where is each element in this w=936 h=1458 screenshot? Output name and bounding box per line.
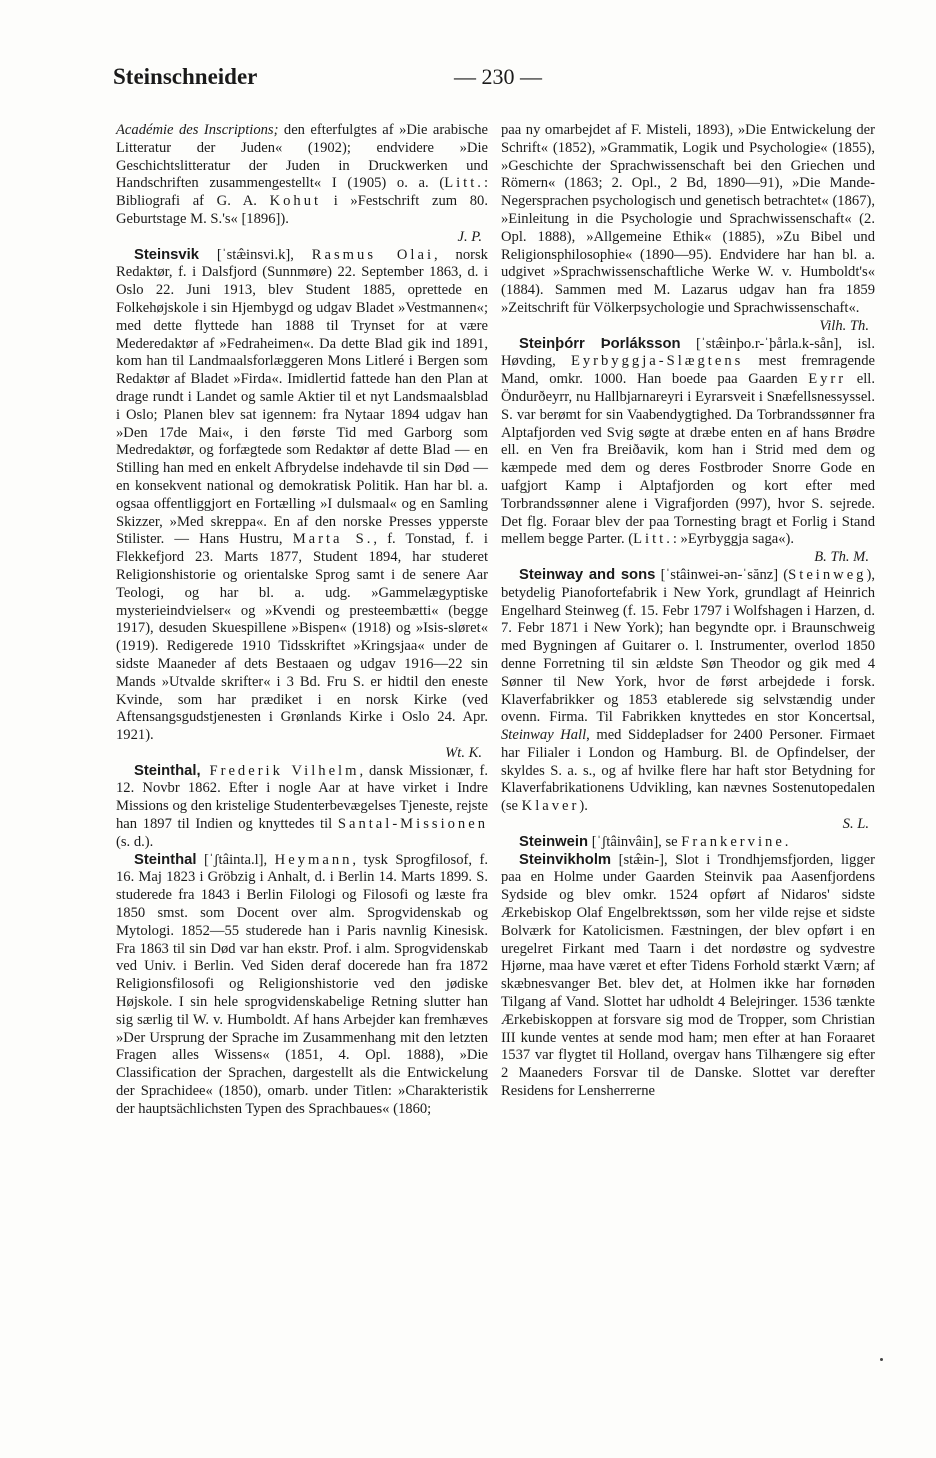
headword: Steinwein [519,833,589,850]
cross-reference: Klaver [521,798,580,815]
spaced-name: Kohut [269,193,322,210]
entry-text: ), betydelig Pianofortefabrik i New York, grundlagt af Heinrich Engelhard Steinweg (f. 15. Febr 1797 i Wolfshagen i Harzen, d. 7. Febr 1871 i New York); han begyndte opr. i Braunschweig med Bygningen af Guitarer o. l. Instrumenter, overlod 1850 denne Forretning til sin ældste Søn Theodor og gik med 4 Sønner til New York, hvor de først arbejdede i forsk. Klaverfabrikker og 1853 etablerede sig selvstændig under ovenn. Firma. Til Fabrikken knyttedes en stor Koncertsal, [501,566,875,726]
entry-steinsvik [116,247,488,745]
entry-text: [stæ̂in-], Slot i Trondhjemsfjorden, ligger paa en Holme under Gaarden Steinvik paa Aasenfjordens Sydside og blev omkr. 1524 opført af Nidaros' sidste Ærkebiskop Olaf Engelbrektssøn, som her vilde rejse et sidste Bolværk for Katolicismen. Fæstningen, der blev opført i en uregelret Firkant med Taarn i det nordøstre og sydvestre Hjørne, maa have været et efter Tidens Forhold stærkt Værn; af skæbnesvanger Bet. blev det, at Holmen ikke har fornøden Tilgang af Vand. Slottet har udholdt 4 Belejringer. 1536 tænkte Ærkebiskoppen at forsvare sig mod de Tropper, som Christian III kunde ventes at sende mod ham; men efter at han Foraaret 1537 var flygtet til Holland, overgav hans Tilhængere sig efter 2 Maaneders Forsvar til de Danske. Slottet var derefter Residens for Lensherrerne [501,851,875,1100]
entry-text: : »Eyrbyggja saga«). [672,531,795,548]
author-signature: Wt. K. [445,744,482,761]
entry-steinvikholm [501,852,875,1101]
entry-text: mest fremragende Mand, omkr. 1000. Han boede paa Gaarden [501,353,876,388]
spaced-name: Marta S. [292,531,374,548]
entry-text: , norsk Redaktør, f. i Dalsfjord (Sunnmøre) 22. September 1863, d. i Oslo 22. Juni 1913, blev Student 1885, oprettede en Folkehøjskole i sin Hjembygd og udgav Bladet »Vestmannen«; med dette flyttede han 1888 til Trynset for at være Mederedaktør af »Fedraheimen«. Da dette Blad gik ind 1891, kom han til Landmaalsforlæggeren Mons Litleré i Bergen som Redaktør af Bladet »Firda«. Imidlertid fattede han den Plan at drage rundt i Landet og samle Aktier til et nyt Landsmaalsblad i Oslo; Planen blev sat igennem: fra Nytaar 1894 udgav han »Den 17de Mai«, i den første Tid med Garborg som Medredaktør, og forfægtede som Redaktør af dette Blad — en Stilling han med en enkelt Afbrydelse indehavde til sin Død — en konsekvent national og demokratisk Politik. Han har bl. a. ogsaa offentliggjort en Fortælling »I dulsmaal« og en Samling Skizzer, »Med skreppa«. En af den norske Presses ypperste Stilister. — Hans Hustru, [116,246,488,548]
entry-continuation [116,122,488,229]
headword: Steinway and sons [519,566,656,583]
entry-text: (s. d.). [116,833,154,850]
spaced-name: Steinweg [788,566,867,583]
page-header [113,62,883,102]
headword: Steinsvik [134,246,199,263]
author-signature: J. P. [457,228,482,245]
pronunciation: [ˈstæ̂inþo.r-ˈþårla.k-sån], isl. Høvding, [501,335,875,370]
pronunciation: [ˈʃtâinta.l], [196,851,275,868]
entry-continuation [501,122,875,318]
spaced-name: Rasmus Olai [311,246,435,263]
spaced-name: Santal-Missionen [337,816,488,833]
entry-text: , f. Tonstad, f. i Flekkefjord 23. Marts 1877, Student 1894, har studeret Religionshistorie og orientalske Sprog samt i de senere Aar Teologi, og har bl. a. udg. »Gammelægyptiske mysterieindvielser« og »Kvendi og presteembætti« (begge 1917), desuden Skuespillene »Bispen« (1918) og »Isis-sløret« (1919). Redigerede 1910 Tidsskriftet »Kringsjaa« under de sidste Maaneder af dets Bestaaen og udgav 1916—22 sin Mands »Utvalde skrifter« i 3 Bd. Fru S. er hidtil den eneste Kvinde, som har prædiket i en norsk Kirke (ved Aftensangsgudstjenesten i Grønlands Kirke i Oslo 24. Apr. 1921). [116,531,488,744]
headword: Steinthal [134,851,197,868]
ink-speck [880,1358,883,1361]
entry-text: ell. Öndurðeyrr, nu Hallbjarnareyri i Eyrarsveit i Snæfellsnessyssel. S. var berømt for sin Vaabendygtighed. Da Torbrandssønner fra Alptafjorden ved Svig søgte at dræbe enten en af hans Brødre ell. en Ven fra Breiðavik, kom han i Strid med dem og kæmpede med dem og deres Fostbroder Snorre Gode en uafgjort Kamp i Alptafjorden og kort efter med Torbrandssønner alene i Vigrafjorden (997), hvor S. sejrede. Det flg. Foraar blev der paa Tornesting bragt et Forlig i Stand mellem begge Parter. ( [501,371,875,548]
entry-text: , med Siddepladser for 2400 Personer. Firmaet har Filialer i London og Hamburg. Bl. de Opfindelser, der skyldes S. a. s., og af hvilke flere har haft stor Betydning for Klaverfabrikationens Udvikling, kan nævnes Sostenutopedalen (se [501,727,875,815]
italic-title: Académie des Inscriptions; [116,122,279,138]
entry-steinthal-heymann [116,852,488,1119]
entry-steinthorr [501,336,875,550]
spaced-name: Frederik Vilhelm [200,762,360,779]
pronunciation: [ˈstæ̂insvi.k], [198,246,312,263]
litt-label: Litt. [633,531,673,548]
headword: Steinthal, [134,762,201,779]
entry-text: : Bibliografi af G. A. [116,175,488,210]
pronunciation: [ˈʃtâinvâin], se [588,833,682,850]
entry-text: , dansk Missionær, f. 12. Novbr 1862. Efter i nogle Aar at have virket i Indre Missions og den kristelige Studenterbevægelses Tjeneste, rejste han 1897 til Indien og knyttedes til [116,762,488,833]
entry-text: . [784,833,789,850]
page-number: — 230 — [454,64,542,89]
running-head-title: Steinschneider [113,64,258,89]
entry-text: ). [579,798,588,815]
headword: Steinvikholm [519,851,612,868]
litt-label: Litt. [444,175,484,192]
left-column [116,122,488,1119]
entry-text: paa ny omarbejdet af F. Misteli, 1893), »Die Entwickelung der Schrift« (1852), »Grammatik, Logik und Psychologie« (1855), »Geschichte der Sprachwissenschaft bei den Griechen und Römern« (1863; 2. Opl., 2 Bd, 1890—91), »Die Mande-Negersprachen psychologisch und genetisch betrachtet« (1867), »Einleitung in die Psychologie und Sprachwissenschaft« (2. Opl. 1888), »Allgemeine Ethik« (1885), »Zu Bibel und Religionsphilosophie« (1890—95). Endvidere har han bl. a. udgivet »Sprachwissenschaftliche Werke W. v. Humboldt's« (1884). Sammen med M. Lazarus udgav han fra 1859 »Zeitschrift für Völkerpsychologie und Sprachwissenschaft«. [501,122,875,316]
entry-steinthal-frederik [116,763,488,852]
pronunciation: [ˈstâinwei-ən-ˈsănz] ( [655,566,789,583]
entry-text: den efterfulgtes af »Die arabische Litteratur der Juden« (1902); endvidere »Die Geschichtslitteratur der Juden in Druckwerken und Handschriften zusammengestellt« I (1905) o. a. ( [116,122,488,192]
author-signature: Vilh. Th. [819,317,869,334]
spaced-name: Eyrr [808,371,847,388]
entry-text: i »Festschrift zum 80. Geburtstage M. S.'s« [1896]). [116,193,488,227]
cross-reference: Frankervine [681,833,785,850]
entry-steinway [501,567,875,816]
entry-steinwein [501,834,875,852]
headword: Steinþórr Þorláksson [519,335,681,352]
spaced-name: Eyrbyggja-Slægtens [570,353,744,370]
right-column [501,122,875,1101]
author-signature: S. L. [842,816,869,833]
italic-title: Steinway Hall [501,727,587,744]
entry-text: , tysk Sprogfilosof, f. 16. Maj 1823 i Gröbzig i Anhalt, d. i Berlin 14. Marts 1899. S. studerede fra 1843 i Berlin Filologi og Filosofi og læste fra 1850 smst. som Docent over alm. Sprogvidenskab og Mytologi. 1852—55 studerede han i Paris navnlig Kinesisk. Fra 1863 til sin Død var han ekstr. Prof. i alm. Sprogvidenskab ved Univ. i Berlin. Ved Siden deraf docerede han fra 1872 Religionsfilosofi og Religionshistorie ved den jødiske Højskole. I sin hele sprogvidenskabelige Retning slutter han sig særlig til W. v. Humboldt. Af hans Arbejder kan fremhæves »Der Ursprung der Sprache im Zusammenhang mit den letzten Fragen alles Wissens« (1851, 4. Opl. 1888), »Die Classification der Sprachen, dargestellt als die Entwickelung der Sprachidee« (1850), omarb. under Titlen: »Charakteristik der hauptsächlichsten Typen des Sprachbaues« (1860; [116,851,488,1117]
spaced-name: Heymann [274,851,353,868]
author-signature: B. Th. M. [814,549,869,566]
